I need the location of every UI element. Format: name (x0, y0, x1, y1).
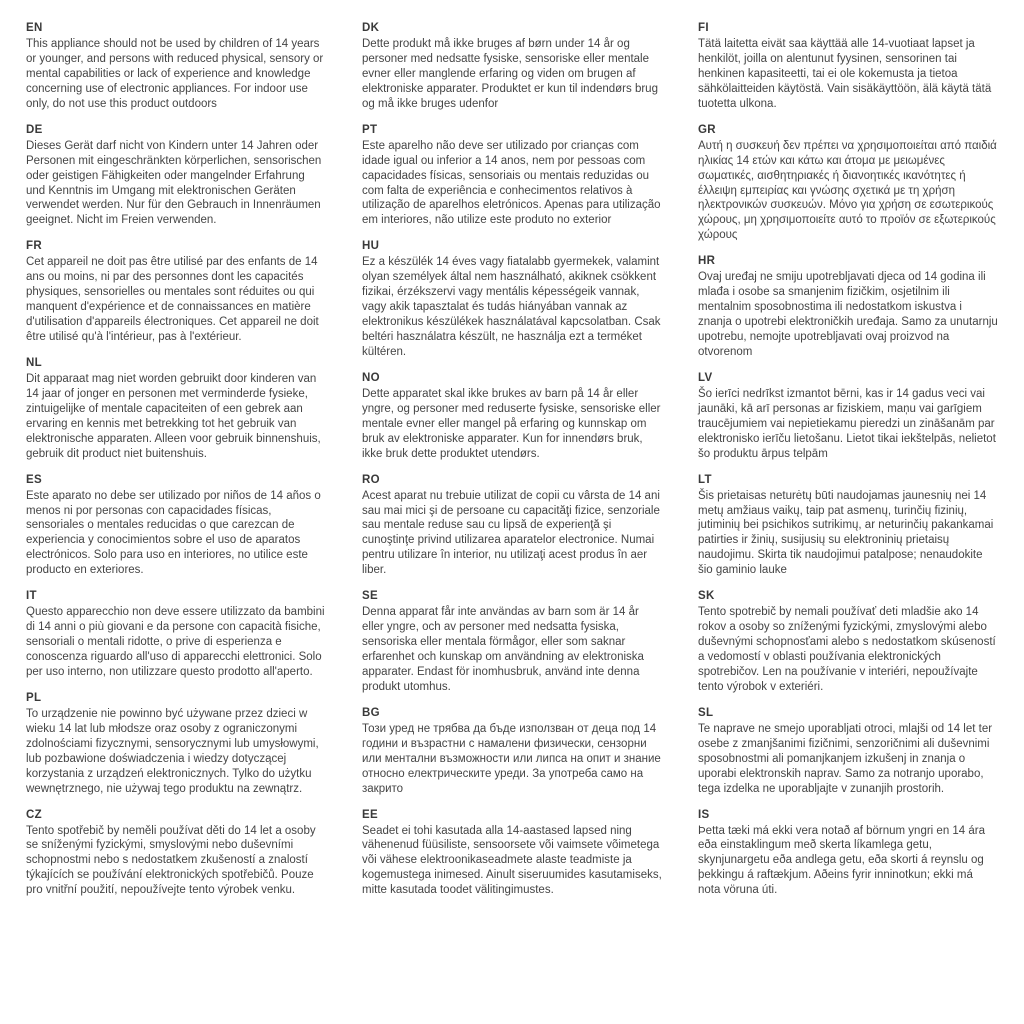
language-code: IT (26, 590, 37, 603)
language-code: SK (698, 590, 715, 603)
language-text: Dit apparaat mag niet worden gebruikt door kinderen van 14 jaar of jonger en personen met verminderde fysieke, zintuigelijke of mentale capaciteiten of een gebrek aan ervaring en kennis met betrekking tot het gebruik van elektronische apparaten. Alleen voor gebruik binnenshuis, gebruik dit product niet buitenshuis. (26, 372, 321, 460)
language-code: ES (26, 473, 42, 486)
language-text: Acest aparat nu trebuie utilizat de copii cu vârsta de 14 ani sau mai mici şi de persoane cu capacităţi fizice, senzoriale sau mentale reduse sau cu lipsă de experienţă şi cunoştinţe privind utilizarea aparatelor electronice. Numai pentru utilizare în interior, nu utilizaţi acest produs în aer liber. (362, 489, 660, 577)
language-text: Denna apparat får inte användas av barn som är 14 år eller yngre, och av personer med nedsatta fysiska, sensoriska eller mentala förmågor, eller som saknar erfarenhet och kunskap om användning av elektroniska apparater. Endast för inomhusbruk, använd inte denna produkt utomhus. (362, 606, 644, 693)
language-code: CZ (26, 808, 42, 821)
language-text: Seadet ei tohi kasutada alla 14-aastased lapsed ning vähenenud füüsiliste, sensoorsete või vaimsete võimetega või vähese elektroonikaseadmete alaste teadmiste ja kogemustega inimesed. Ainult siseruumides kasutamiseks, mitte kasutada toodet välitingimustes. (362, 824, 662, 897)
language-text: Tento spotřebič by neměli používat děti do 14 let a osoby se sníženými fyzickými, smyslovými nebo duševními schopnostmi nebo s nedostatkem zkušeností a znalostí týkajících se používání elektronických spotřebičů. Pouze pro vnitřní použití, nepoužívejte tento výrobek venku. (26, 824, 316, 897)
language-entry-ee (362, 809, 662, 899)
language-text: Dette apparatet skal ikke brukes av barn på 14 år eller yngre, og personer med reduserte fysiske, sensoriske eller mentale evner eller mangel på erfaring og kunnskap om bruk av elektroniske apparater. Kun for innendørs bruk, ikke bruk dette produktet utendørs. (362, 387, 661, 460)
language-code: HR (698, 255, 716, 268)
language-entry-en (26, 22, 326, 112)
language-code: LT (698, 473, 712, 486)
language-entry-es (26, 474, 326, 579)
language-text: Tento spotrebič by nemali používať deti mladšie ako 14 rokov a osoby so zníženými fyzickými, zmyslovými alebo duševnými schopnosťami alebo s nedostatkom skúseností a vedomostí v oblasti používania elektronických spotrebičov. Len na používanie v interiéri, nepoužívajte tento výrobok v exteriéri. (698, 606, 996, 693)
language-code: RO (362, 473, 380, 486)
language-entry-hr (698, 255, 998, 360)
language-entry-lt (698, 474, 998, 579)
language-code: PL (26, 691, 42, 704)
language-entry-lv (698, 372, 998, 462)
language-text: Te naprave ne smejo uporabljati otroci, mlajši od 14 let ter osebe z zmanjšanimi fizičnimi, senzoričnimi ali duševnimi sposobnostmi ali pomanjkanjem izkušenj in znanja o uporabi elektronskih naprav. Samo za notranjo uporabo, tega izdelka ne uporabljajte v zunanjih prostorih. (698, 722, 993, 795)
language-code: PT (362, 123, 378, 136)
language-text: Tätä laitetta eivät saa käyttää alle 14-vuotiaat lapset ja henkilöt, joilla on alentunut fyysinen, sensorinen tai henkinen kapasiteetti, tai ei ole kokemusta ja tietoa sähkölaitteiden käytöstä. Vain sisäkäyttöön, älä käytä tätä tuotetta ulkona. (698, 38, 992, 110)
language-code: SE (362, 590, 378, 603)
language-entry-pl (26, 692, 326, 797)
language-text: Αυτή η συσκευή δεν πρέπει να χρησιμοποιείται από παιδιά ηλικίας 14 ετών και κάτω και άτομα με μειωμένες σωματικές, αισθητηριακές ή διανοητικές ικανότητες ή έλλειψη εμπειρίας και γνώσης σχετικά με τη χρήση ηλεκτρονικών συσκευών. Μόνο για χρήση σε εσωτερικούς χώρους, μη χρησιμοποιείτε αυτό το προϊόν σε εξωτερικούς χώρους (698, 139, 997, 242)
language-code: NL (26, 356, 42, 369)
language-entry-bg (362, 707, 662, 797)
language-code: LV (698, 371, 713, 384)
language-entry-pt (362, 124, 662, 229)
language-entry-ro (362, 474, 662, 579)
language-entry-no (362, 372, 662, 462)
language-entry-sl (698, 707, 998, 797)
language-entry-is (698, 809, 998, 899)
column-left (26, 22, 326, 1014)
language-code: HU (362, 240, 380, 253)
language-text: Cet appareil ne doit pas être utilisé par des enfants de 14 ans ou moins, ni par des personnes dont les capacités physiques, sensorielles ou mentales sont réduites ou qui manquent d'expérience et de connaissances en matière d'utilisation d'appareils électroniques. Cet appareil ne doit être utilisé qu'à l'intérieur, pas à l'extérieur. (26, 256, 319, 343)
language-entry-cz (26, 809, 326, 899)
language-entry-se (362, 590, 662, 695)
language-code: EN (26, 22, 43, 34)
language-code: FI (698, 22, 709, 34)
language-entry-it (26, 590, 326, 680)
language-text: This appliance should not be used by children of 14 years or younger, and persons with reduced physical, sensory or mental capabilities or lack of experience and knowledge concerning use of electronic appliances. For indoor use only, do not use this product outdoors (26, 38, 324, 110)
language-text: Ovaj uređaj ne smiju upotrebljavati djeca od 14 godina ili mlađa i osobe sa smanjenim fizičkim, osjetilnim ili mentalnim sposobnostima ili nedostatkom iskustva i znanja o upotrebi elektroničkih uređaja. Samo za unutarnju upotrebu, nemojte upotrebljavati ovaj proizvod na otvorenom (698, 271, 998, 358)
language-code: GR (698, 123, 716, 136)
language-entry-nl (26, 357, 326, 462)
language-code: DK (362, 22, 380, 34)
language-entry-gr (698, 124, 998, 244)
language-text: Ez a készülék 14 éves vagy fiatalabb gyermekek, valamint olyan személyek által nem használható, akiknek csökkent fizikai, érzékszervi vagy mentális képességeik vannak, vagy akik tapasztalat és tudás hiányában vannak az elektronikus készülékek használatával kapcsolatban. Csak beltéri használatra készült, ne használja ezt a terméket kültéren. (362, 256, 661, 358)
language-entry-hu (362, 240, 662, 360)
language-text: Šis prietaisas neturėtų būti naudojamas jaunesnių nei 14 metų amžiaus vaikų, taip pat asmenų, turinčių fizinių, jutiminių bei psichikos sutrikimų, ar neturinčių pakankamai patirties ir žinių, susijusių su elektroninių prietaisų naudojimu. Skirta tik naudojimui patalpose; nenaudokite šio gaminio lauke (698, 489, 994, 577)
language-code: FR (26, 240, 42, 253)
language-entry-fi (698, 22, 998, 112)
column-middle (362, 22, 662, 1014)
language-text: Dette produkt må ikke bruges af børn under 14 år og personer med nedsatte fysiske, sensoriske eller mentale evner eller manglende erfaring og viden om brugen af elektroniske apparater. Produktet er kun til indendørs brug og må ikke bruges udenfor (362, 38, 658, 110)
language-text: To urządzenie nie powinno być używane przez dzieci w wieku 14 lat lub młodsze oraz osoby z ograniczonymi zdolnościami fizycznymi, sensorycznymi lub umysłowymi, lub pozbawione doświadczenia i wiedzy dotyczącej korzystania z urządzeń elektronicznych. Tylko do użytku wewnętrznego, nie używaj tego produktu na zewnątrz. (26, 707, 319, 795)
language-text: Този уред не трябва да бъде използван от деца под 14 години и възрастни с намалени физически, сензорни или ментални възможности или липса на опит и знание относно електрическите уреди. За употреба само на закрито (362, 722, 661, 795)
language-code: SL (698, 706, 714, 719)
language-code: DE (26, 123, 43, 136)
language-text: Þetta tæki má ekki vera notað af börnum yngri en 14 ára eða einstaklingum með skerta líkamlega getu, skynjunargetu eða andlega getu, eða skorti á reynslu og þekkingu á raftækjum. Aðeins fyrir inninotkun; ekki má nota vöruna úti. (698, 824, 986, 897)
language-code: BG (362, 706, 380, 719)
language-entry-dk (362, 22, 662, 112)
language-text: Dieses Gerät darf nicht von Kindern unter 14 Jahren oder Personen mit eingeschränkten körperlichen, sensorischen oder geistigen Fähigkeiten oder mangelnder Erfahrung und Kenntnis im Umgang mit elektronischen Geräten verwendet werden. Nur für den Gebrauch in Innenräumen geeignet. Nicht im Freien verwenden. (26, 139, 322, 227)
column-right (698, 22, 998, 1014)
language-entry-de (26, 124, 326, 229)
language-entry-fr (26, 240, 326, 345)
language-entry-sk (698, 590, 998, 695)
language-text: Šo ierīci nedrīkst izmantot bērni, kas ir 14 gadus veci vai jaunāki, kā arī personas ar fiziskiem, maņu vai garīgiem traucējumiem vai nepietiekamu pieredzi un zināšanām par elektronisko ierīču lietošanu. Lietot tikai iekštelpās, nelietot šo produktu ārpus telpām (698, 387, 996, 460)
language-text: Questo apparecchio non deve essere utilizzato da bambini di 14 anni o più giovani e da persone con capacità fisiche, sensoriali o mentali ridotte, o prive di esperienza e conoscenza riguardo all'uso di apparecchi elettronici. Solo per uso interno, non utilizzare questo prodotto all'aperto. (26, 606, 325, 678)
language-code: NO (362, 371, 380, 384)
language-code: IS (698, 808, 710, 821)
language-text: Este aparelho não deve ser utilizado por crianças com idade igual ou inferior a 14 anos, nem por pessoas com capacidades físicas, sensoriais ou mentais reduzidas ou com falta de experiência e conhecimentos relativos à utilização de aparelhos eletrónicos. Apenas para utilização em interiores, não utilize este produto no exterior (362, 139, 661, 227)
language-text: Este aparato no debe ser utilizado por niños de 14 años o menos ni por personas con capacidades físicas, sensoriales o mentales reducidas o que carezcan de experiencia y conocimientos sobre el uso de aparatos electrónicos. Solo para uso en interiores, no utilice este producto en exteriores. (26, 489, 321, 577)
language-code: EE (362, 808, 378, 821)
